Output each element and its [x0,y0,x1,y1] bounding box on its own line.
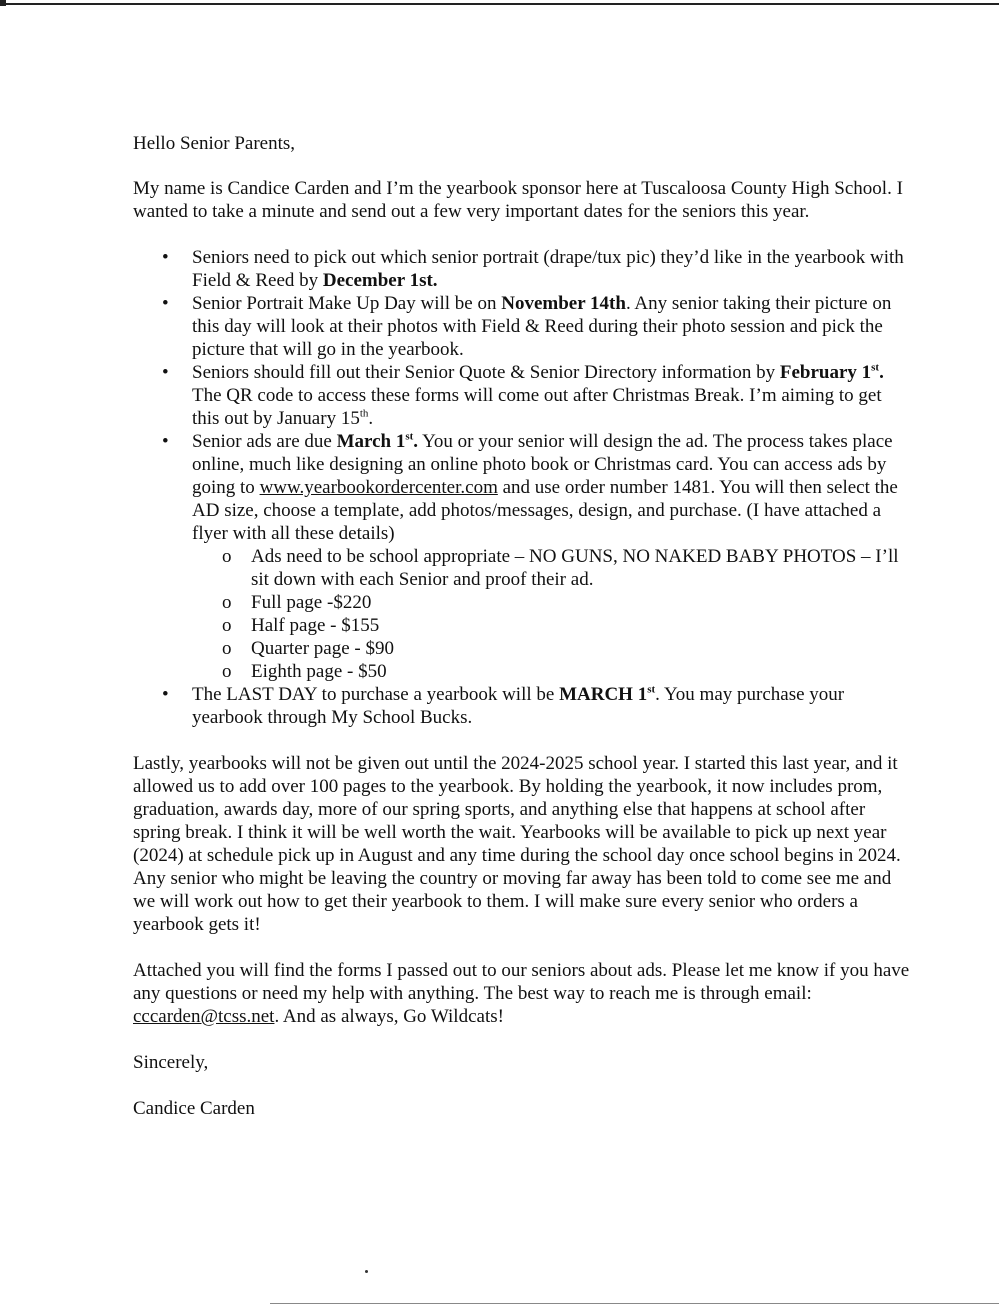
closing: Sincerely, [133,1052,209,1073]
signature: Candice Carden [133,1098,255,1119]
letter-body [133,132,913,1120]
email-link[interactable]: cccarden@tcss.net [133,1006,275,1027]
scan-speck [365,1270,368,1273]
attached-paragraph: Attached you will find the forms I passed out to our seniors about ads. Please let me know if you have any questions or need my help with anything. The best way to reach me is through email: cccarden@tcss.net. And as always, Go Wildcats! [133,960,910,1027]
scan-top-border [0,3,999,5]
list-item-senior-ads: • Senior ads are due March 1st. You or your senior will design the ad. The process takes place online, much like designing an online photo book or Christmas card. You can access ads by going to www.yearbookordercenter.com and use order number 1481. You will then select the AD size, choose a template, add photos/messages, design, and purchase. (I have attached a flyer with all these details) o Ads need to be school appropriate – NO GUNS, NO NAKED BABY PHOTOS – I’ll sit down with each Senior and proof their ad. o Full page -$220 o Half page - $155 o Quarter page - $90 o Eighth page - $50 [192,430,913,683]
ad-price-eighth: o Eighth page - $50 [251,660,913,683]
intro-paragraph: My name is Candice Carden and I’m the yearbook sponsor here at Tuscaloosa County High School. I wanted to take a minute and send out a few very important dates for the seniors this year. [133,178,903,222]
ad-price-quarter: o Quarter page - $90 [251,637,913,660]
list-item-makeup-day: • Senior Portrait Make Up Day will be on November 14th. Any senior taking their picture on this day will look at their photos with Field & Reed during their photo session and pick the picture that will go in the yearbook. [192,292,913,361]
greeting: Hello Senior Parents, [133,133,296,154]
scan-bottom-border [270,1303,999,1304]
ad-details-list [192,545,913,683]
ad-rule-item: o Ads need to be school appropriate – NO GUNS, NO NAKED BABY PHOTOS – I’ll sit down with each Senior and proof their ad. [251,545,913,591]
ad-price-half: o Half page - $155 [251,614,913,637]
yearbook-order-link[interactable]: www.yearbookordercenter.com [259,477,498,498]
important-dates-list [133,246,913,729]
list-item-last-day: • The LAST DAY to purchase a yearbook will be MARCH 1st. You may purchase your yearbook through My School Bucks. [192,683,913,729]
ad-price-full: o Full page -$220 [251,591,913,614]
list-item-senior-quote: • Seniors should fill out their Senior Quote & Senior Directory information by February 1st. The QR code to access these forms will come out after Christmas Break. I’m aiming to get this out by January 15th. [192,361,913,430]
list-item-portrait-selection: • Seniors need to pick out which senior portrait (drape/tux pic) they’d like in the yearbook with Field & Reed by December 1st. [192,246,913,292]
lastly-paragraph: Lastly, yearbooks will not be given out until the 2024-2025 school year. I started this last year, and it allowed us to add over 100 pages to the yearbook. By holding the yearbook, it now includes prom, graduation, awards day, more of our spring sports, and anything else that happens at school after spring break. I think it will be well worth the wait. Yearbooks will be available to pick up next year (2024) at schedule pick up in August and any time during the school day once school begins in 2024. Any senior who might be leaving the country or moving far away has been told to come see me and we will work out how to get their yearbook to them. I will make sure every senior who orders a yearbook gets it! [133,753,901,935]
